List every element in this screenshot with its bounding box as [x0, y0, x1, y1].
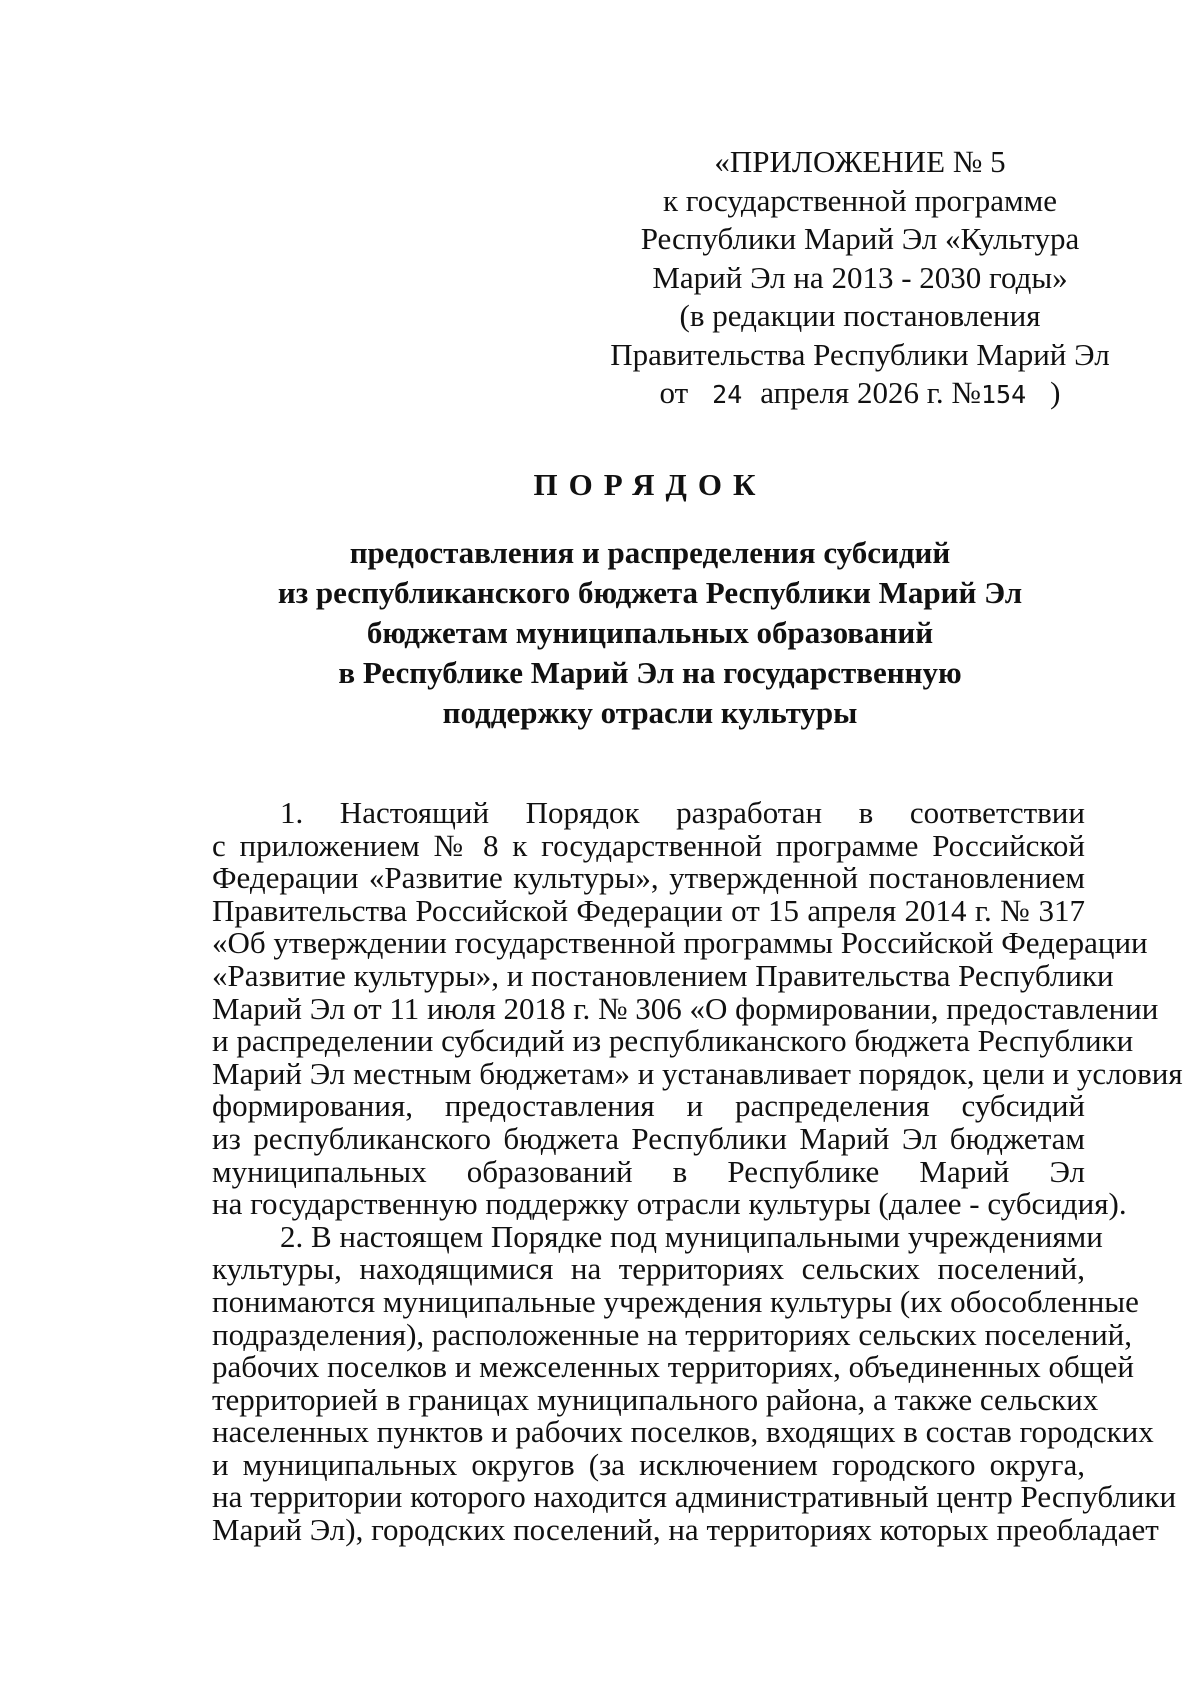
paragraph-line: и муниципальных округов (за исключением городского округа, [212, 1446, 1085, 1482]
paragraph-line: Федерации «Развитие культуры», утвержденной постановлением [212, 860, 1085, 896]
paragraph-2 [212, 1218, 1177, 1548]
decree-number: 154 [981, 380, 1027, 409]
appendix-line: Республики Марий Эл «Культура [640, 221, 1080, 256]
paragraph-line: из республиканского бюджета Республики Марий Эл бюджетам [212, 1120, 1085, 1156]
subtitle-line: из республиканского бюджета Республики Марий Эл [277, 575, 1023, 610]
paragraph-line: Марий Эл от 11 июля 2018 г. № 306 «О формировании, предоставлении [212, 990, 1159, 1026]
paragraph-line: 2. В настоящем Порядке под муниципальными учреждениями [280, 1218, 1103, 1254]
paragraph-line: «Об утверждении государственной программы Российской Федерации [212, 925, 1148, 961]
appendix-line: «ПРИЛОЖЕНИЕ № 5 [714, 144, 1006, 179]
document-title: ПОРЯДОК [533, 467, 767, 502]
paragraph-line: муниципальных образований в Республике Марий Эл [212, 1153, 1085, 1189]
document-body [212, 795, 1183, 1548]
document-subtitle [250, 533, 1050, 733]
appendix-date-line [590, 374, 1130, 415]
date-month-year: апреля 2026 г. № [760, 375, 981, 410]
subtitle-line: поддержку отрасли культуры [442, 695, 858, 730]
appendix-line: Марий Эл на 2013 - 2030 годы» [652, 259, 1068, 295]
subtitle-line: предоставления и распределения субсидий [349, 535, 951, 570]
paragraph-line: формирования, предоставления и распределения субсидий [212, 1088, 1085, 1124]
paragraph-line: «Развитие культуры», и постановлением Правительства Республики [212, 957, 1114, 993]
paragraph-line: с приложением № 8 к государственной программе Российской [212, 827, 1085, 863]
paragraph-line: подразделения), расположенные на территориях сельских поселений, [212, 1316, 1133, 1352]
appendix-line: Правительства Республики Марий Эл [610, 336, 1110, 372]
appendix-header [590, 143, 1130, 415]
paragraph-line: населенных пунктов и рабочих поселков, входящих в состав городских [212, 1414, 1154, 1450]
subtitle-line: в Республике Марий Эл на государственную [338, 655, 962, 690]
paragraph-line: культуры, находящимися на территориях сельских поселений, [212, 1251, 1085, 1287]
subtitle-line: бюджетам муниципальных образований [366, 615, 934, 650]
paragraph-line: Правительства Российской Федерации от 15 апреля 2014 г. № 317 [212, 892, 1085, 928]
date-close: ) [1050, 375, 1061, 410]
paragraph-line: и распределении субсидий из республиканского бюджета Республики [212, 1023, 1134, 1059]
paragraph-line: территорией в границах муниципального района, а также сельских [212, 1381, 1099, 1417]
paragraph-line: Марий Эл), городских поселений, на территориях которых преобладает [212, 1512, 1159, 1548]
paragraph-line: 1. Настоящий Порядок разработан в соответствии [280, 795, 1085, 830]
paragraph-line: на государственную поддержку отрасли культуры (далее - субсидия). [212, 1186, 1127, 1222]
paragraph-line: рабочих поселков и межселенных территориях, объединенных общей [212, 1349, 1134, 1385]
paragraph-line: на территории которого находится административный центр Республики [212, 1479, 1177, 1515]
date-day: 24 [712, 380, 743, 409]
appendix-line: к государственной программе [662, 182, 1058, 218]
appendix-line: (в редакции постановления [679, 298, 1041, 333]
paragraph-line: понимаются муниципальные учреждения культуры (их обособленные [212, 1283, 1139, 1319]
date-prefix: от [659, 375, 689, 410]
paragraph-line: Марий Эл местным бюджетам» и устанавливает порядок, цели и условия [212, 1055, 1183, 1091]
paragraph-1 [212, 795, 1183, 1222]
